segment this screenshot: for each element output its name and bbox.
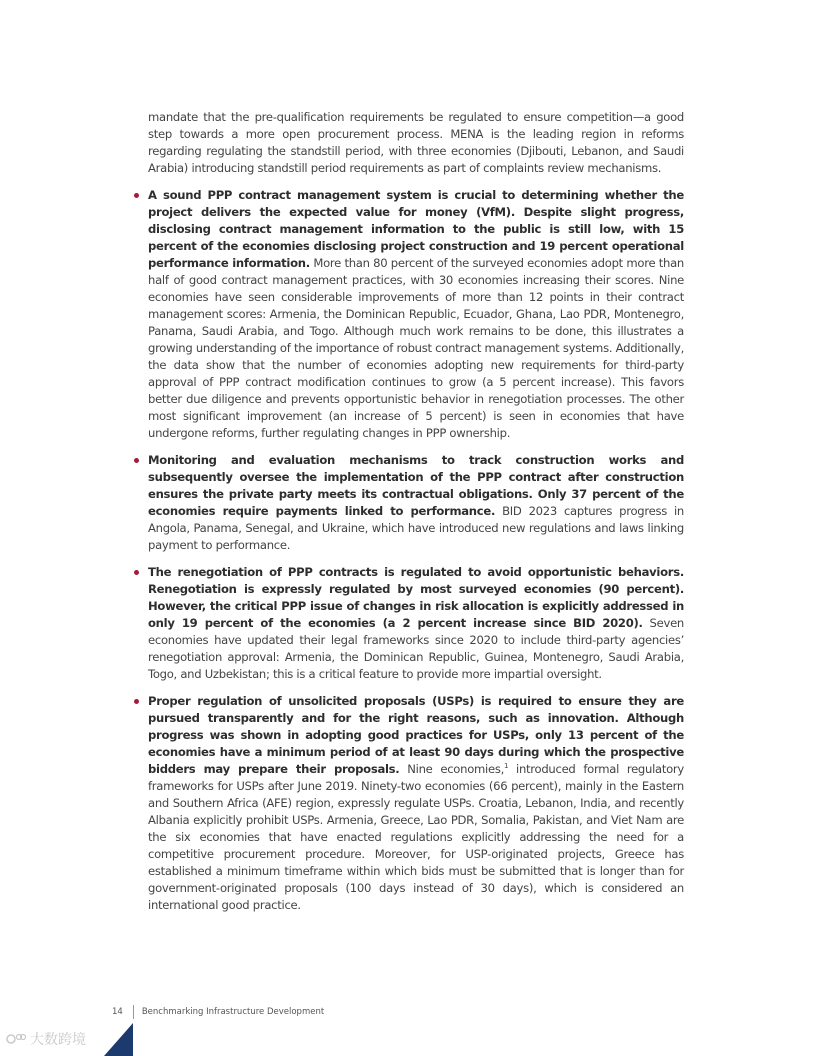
bullet-body: More than 80 percent of the surveyed economies adopt more than half of good contract management practices, with 30 economies increasing their scores. Nine economies have seen considerable improvements of more than 12 points in their contract management scores: Armenia, the Dominican Republic, Ecuador, Ghana, Lao PDR, Montenegro, Panama, Saudi Arabia, and Togo. Although much work remains to be done, this illustrates a growing understanding of the importance of robust contract management systems. Additionally, the data show that the number of economies adopting new requirements for third-party approval of PPP contract modification continues to grow (a 5 percent increase). This favors better due diligence and prevents opportunistic behavior in renegotiation processes. The other most significant improvement (an increase of 5 percent) is seen in economies that have undergone reforms, further regulating changes in PPP ownership. <box>148 256 684 440</box>
main-content <box>148 109 684 914</box>
corner-accent <box>104 1023 133 1056</box>
watermark-logo-icon <box>6 1032 26 1046</box>
bullet-lead: Monitoring and evaluation mechanisms to track construction works and subsequently oversee the implementation of the PPP contract after construction ensures the private party meets its contractual obligations. Only 37 percent of the economies require payments linked to performance. <box>148 453 684 518</box>
bullet-lead: Proper regulation of unsolicited proposals (USPs) is required to ensure they are pursued transparently and for the right reasons, such as innovation. Although progress was shown in adopting good practices for USPs, only 13 percent of the economies have a minimum period of at least 90 days during which the prospective bidders may prepare their proposals. <box>148 694 684 776</box>
footer-divider <box>133 1005 134 1019</box>
bullet-body: Seven economies have updated their legal frameworks since 2020 to include third-party agencies’ renegotiation approval: Armenia, the Dominican Republic, Guinea, Montenegro, Saudi Arabia, Togo, and Uzbekistan; this is a critical feature to provide more impartial oversight. <box>148 616 684 681</box>
bullet-lead: A sound PPP contract management system is crucial to determining whether the project delivers the expected value for money (VfM). Despite slight progress, disclosing contract management information to the public is still low, with 15 percent of the economies disclosing project construction and 19 percent operational performance information. <box>148 188 684 270</box>
intro-paragraph: mandate that the pre-qualification requirements be regulated to ensure competition—a good step towards a more open procurement process. MENA is the leading region in reforms regarding regulating the standstill period, with three economies (Djibouti, Lebanon, and Saudi Arabia) introducing standstill period requirements as part of complaints review mechanisms. <box>148 110 684 175</box>
list-item <box>148 693 684 914</box>
bullet-lead: The renegotiation of PPP contracts is regulated to avoid opportunistic behaviors. Renegotiation is expressly regulated by most surveyed economies (90 percent). However, the critical PPP issue of changes in risk allocation is explicitly addressed in only 19 percent of the economies (a 2 percent increase since BID 2020). <box>148 565 684 630</box>
bullet-dot-icon <box>134 458 139 463</box>
bullet-dot-icon <box>134 570 139 575</box>
bullet-body: introduced formal regulatory frameworks for USPs after June 2019. Ninety-two economies (66 percent), mainly in the Eastern and Southern Africa (AFE) region, expressly regulate USPs. Croatia, Lebanon, India, and recently Albania explicitly prohibit USPs. Armenia, Greece, Lao PDR, Somalia, Pakistan, and Viet Nam are the six economies that have enacted regulations explicitly addressing the need for a competitive procurement procedure. Moreover, for USP-originated projects, Greece has established a minimum timeframe within which bids must be submitted that is longer than for government-originated proposals (100 days instead of 30 days), which is considered an international good practice. <box>148 762 684 912</box>
watermark <box>6 1029 86 1049</box>
key-findings-list <box>148 187 684 914</box>
footnote-marker[interactable]: 1 <box>503 762 509 771</box>
document-title: Benchmarking Infrastructure Development <box>141 1007 325 1017</box>
page-number: 14 <box>112 1007 123 1017</box>
list-item <box>148 564 684 683</box>
page-footer <box>112 1005 324 1019</box>
bullet-dot-icon <box>134 193 139 198</box>
watermark-text: 大数跨境 <box>30 1032 86 1048</box>
bullet-body: BID 2023 captures progress in Angola, Panama, Senegal, and Ukraine, which have introduced new regulations and laws linking payment to performance. <box>148 504 684 552</box>
list-item <box>148 187 684 442</box>
list-item <box>148 452 684 554</box>
bullet-body-intro: Nine economies, <box>399 762 504 776</box>
bullet-dot-icon <box>134 699 139 704</box>
